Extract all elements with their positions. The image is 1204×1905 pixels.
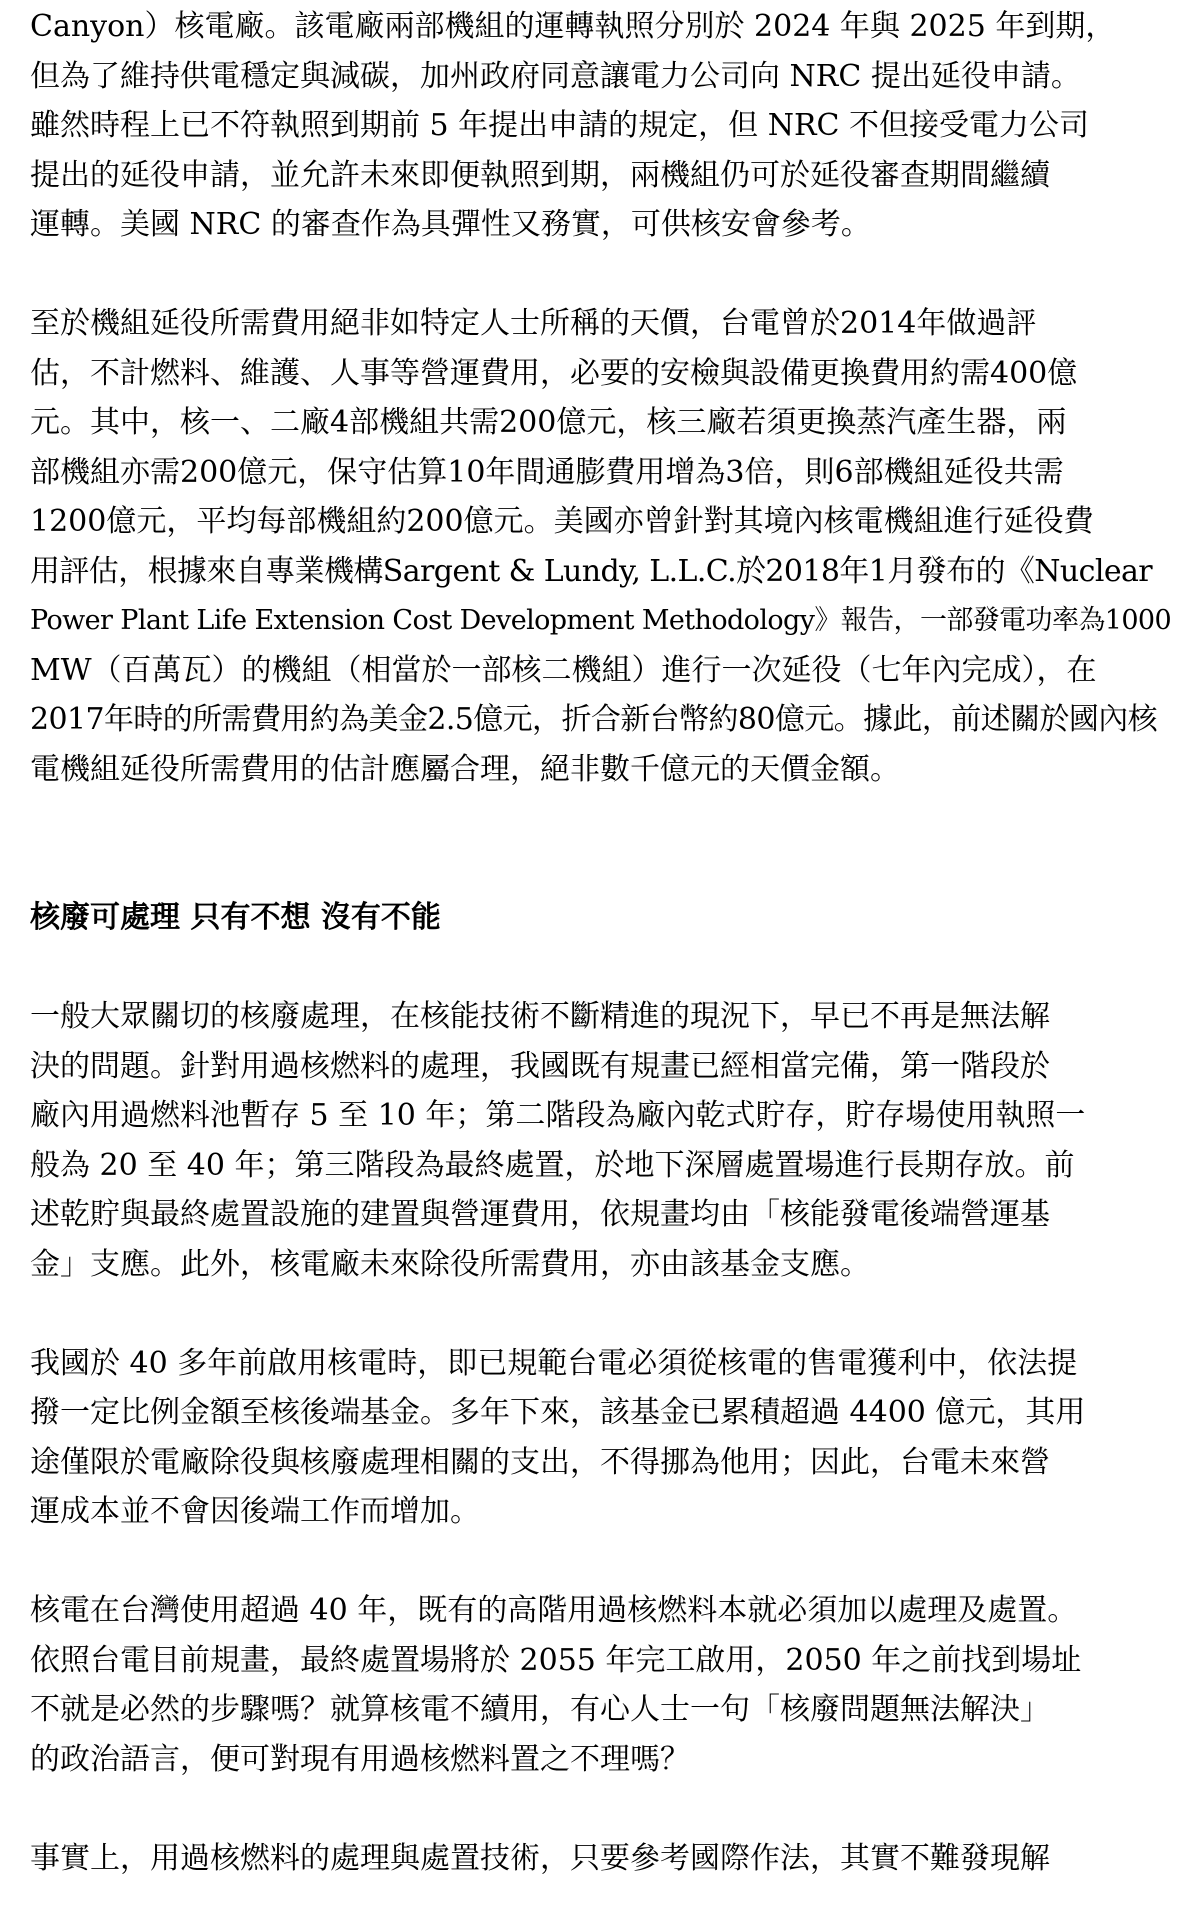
paragraph-spacer xyxy=(30,250,1180,300)
text-line: 撥一定比例金額至核後端基金。多年下來，該基金已累積超過 4400 億元，其用 xyxy=(30,1395,1086,1430)
text-line: 事實上，用過核燃料的處理與處置技術，只要參考國際作法，其實不難發現解 xyxy=(30,1840,1050,1876)
text-line: 金」支應。此外，核電廠未來除役所需費用，亦由該基金支應。 xyxy=(30,1246,870,1282)
text-line: 一般大眾關切的核廢處理，在核能技術不斷精進的現況下，早已不再是無法解 xyxy=(30,999,1050,1034)
text-line: 運成本並不會因後端工作而增加。 xyxy=(30,1494,480,1529)
text-line: 般為 20 至 40 年；第三階段為最終處置，於地下深層處置場進行長期存放。前 xyxy=(30,1147,1075,1183)
text-line: 廠內用過燃料池暫存 5 至 10 年；第二階段為廠內乾式貯存，貯存場使用執照一 xyxy=(30,1098,1086,1133)
text-line: 用評估，根據來自專業機構Sargent & Lundy, L.L.C.於2018年1月發布的《Nuclear xyxy=(30,553,1153,589)
text-line: 2017年時的所需費用約為美金2.5億元，折合新台幣約80億元。據此，前述關於國內核 xyxy=(30,702,1158,737)
text-line: 依照台電目前規畫，最終處置場將於 2055 年完工啟用，2050 年之前找到場址 xyxy=(30,1642,1082,1678)
paragraph-spacer xyxy=(30,1784,1180,1834)
text-line: 至於機組延役所需費用絕非如特定人士所稱的天價，台電曾於2014年做過評 xyxy=(30,306,1037,341)
paragraph-spacer xyxy=(30,943,1180,993)
text-line: 不就是必然的步驟嗎？就算核電不續用，有心人士一句「核廢問題無法解決」 xyxy=(30,1692,1050,1727)
text-line: 元。其中，核一、二廠4部機組共需200億元，核三廠若須更換蒸汽產生器，兩 xyxy=(30,405,1067,440)
text-line: 運轉。美國 NRC 的審查作為具彈性又務實，可供核安會參考。 xyxy=(30,207,871,242)
document-body xyxy=(30,0,1180,1883)
text-line: 核電在台灣使用超過 40 年，既有的高階用過核燃料本就必須加以處理及處置。 xyxy=(30,1593,1078,1628)
text-line: 電機組延役所需費用的估計應屬合理，絕非數千億元的天價金額。 xyxy=(30,751,900,787)
text-line: 決的問題。針對用過核燃料的處理，我國既有規畫已經相當完備，第一階段於 xyxy=(30,1048,1050,1084)
paragraph-final-disposal xyxy=(30,1586,1180,1784)
section-spacer xyxy=(30,794,1180,893)
text-line: Power Plant Life Extension Cost Development Methodology》報告，一部發電功率為1000 xyxy=(30,605,1172,636)
text-line: 途僅限於電廠除役與核廢處理相關的支出，不得挪為他用；因此，台電未來營 xyxy=(30,1444,1050,1480)
paragraph-international-practice xyxy=(30,1834,1180,1884)
paragraph-waste-processing xyxy=(30,992,1180,1289)
text-line: 部機組亦需200億元，保守估算10年間通膨費用增為3倍，則6部機組延役共需 xyxy=(30,454,1064,490)
paragraph-spacer xyxy=(30,1289,1180,1339)
text-line: Canyon）核電廠。該電廠兩部機組的運轉執照分別於 2024 年與 2025 年到期， xyxy=(30,9,1116,44)
text-line: 述乾貯與最終處置設施的建置與營運費用，依規畫均由「核能發電後端營運基 xyxy=(30,1197,1050,1232)
paragraph-backend-fund xyxy=(30,1339,1180,1537)
text-line: 雖然時程上已不符執照到期前 5 年提出申請的規定，但 NRC 不但接受電力公司 xyxy=(30,108,1090,143)
text-line: 我國於 40 多年前啟用核電時，即已規範台電必須從核電的售電獲利中，依法提 xyxy=(30,1345,1078,1381)
text-line: MW（百萬瓦）的機組（相當於一部核二機組）進行一次延役（七年內完成），在 xyxy=(30,652,1097,688)
text-line: 1200億元，平均每部機組約200億元。美國亦曾針對其境內核電機組進行延役費 xyxy=(30,504,1094,539)
text-line: 估，不計燃料、維護、人事等營運費用，必要的安檢與設備更換費用約需400億 xyxy=(30,355,1078,391)
section-heading: 核廢可處理 只有不想 沒有不能 xyxy=(30,900,441,935)
text-line: 提出的延役申請，並允許未來即便執照到期，兩機組仍可於延役審查期間繼續 xyxy=(30,157,1050,193)
text-line: 但為了維持供電穩定與減碳，加州政府同意讓電力公司向 NRC 提出延役申請。 xyxy=(30,58,1081,94)
text-line: 的政治語言，便可對現有用過核燃料置之不理嗎？ xyxy=(30,1741,690,1777)
paragraph-spacer xyxy=(30,1537,1180,1587)
paragraph-nrc-extension xyxy=(30,0,1180,250)
paragraph-extension-cost xyxy=(30,299,1180,794)
